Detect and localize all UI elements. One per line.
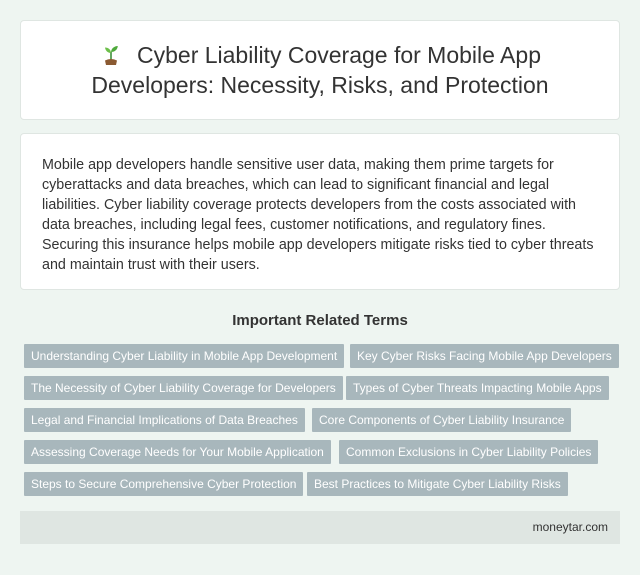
footer-site: moneytar.com [532, 520, 608, 534]
related-term-tag[interactable]: Types of Cyber Threats Impacting Mobile Apps [346, 376, 609, 400]
sprout-icon [99, 42, 123, 66]
footer [20, 511, 620, 544]
related-terms-heading: Important Related Terms [232, 312, 408, 329]
page-title-text: Cyber Liability Coverage for Mobile App Developers: Necessity, Risks, and Protection [91, 42, 549, 98]
summary-card [20, 133, 620, 290]
related-term-tag[interactable]: Assessing Coverage Needs for Your Mobile Application [24, 440, 331, 464]
related-term-tag[interactable]: Key Cyber Risks Facing Mobile App Developers [350, 344, 619, 368]
related-term-tag[interactable]: Best Practices to Mitigate Cyber Liability Risks [307, 472, 568, 496]
related-term-tag[interactable]: Steps to Secure Comprehensive Cyber Protection [24, 472, 303, 496]
related-term-tag[interactable]: Common Exclusions in Cyber Liability Policies [339, 440, 598, 464]
page-title [60, 40, 580, 100]
related-term-tag[interactable]: Understanding Cyber Liability in Mobile App Development [24, 344, 344, 368]
title-card [20, 20, 620, 120]
related-term-tag[interactable]: Core Components of Cyber Liability Insurance [312, 408, 571, 432]
related-term-tag[interactable]: Legal and Financial Implications of Data Breaches [24, 408, 305, 432]
related-term-tag[interactable]: The Necessity of Cyber Liability Coverage for Developers [24, 376, 343, 400]
summary-text: Mobile app developers handle sensitive user data, making them prime targets for cyberattacks and data breaches, which can lead to significant financial and legal liabilities. Cyber liability coverage protects developers from the costs associated with data breaches, including legal fees, customer notifications, and regulatory fines. Securing this insurance helps mobile app developers mitigate risks tied to cyber threats and maintain trust with their users. [42, 157, 594, 273]
